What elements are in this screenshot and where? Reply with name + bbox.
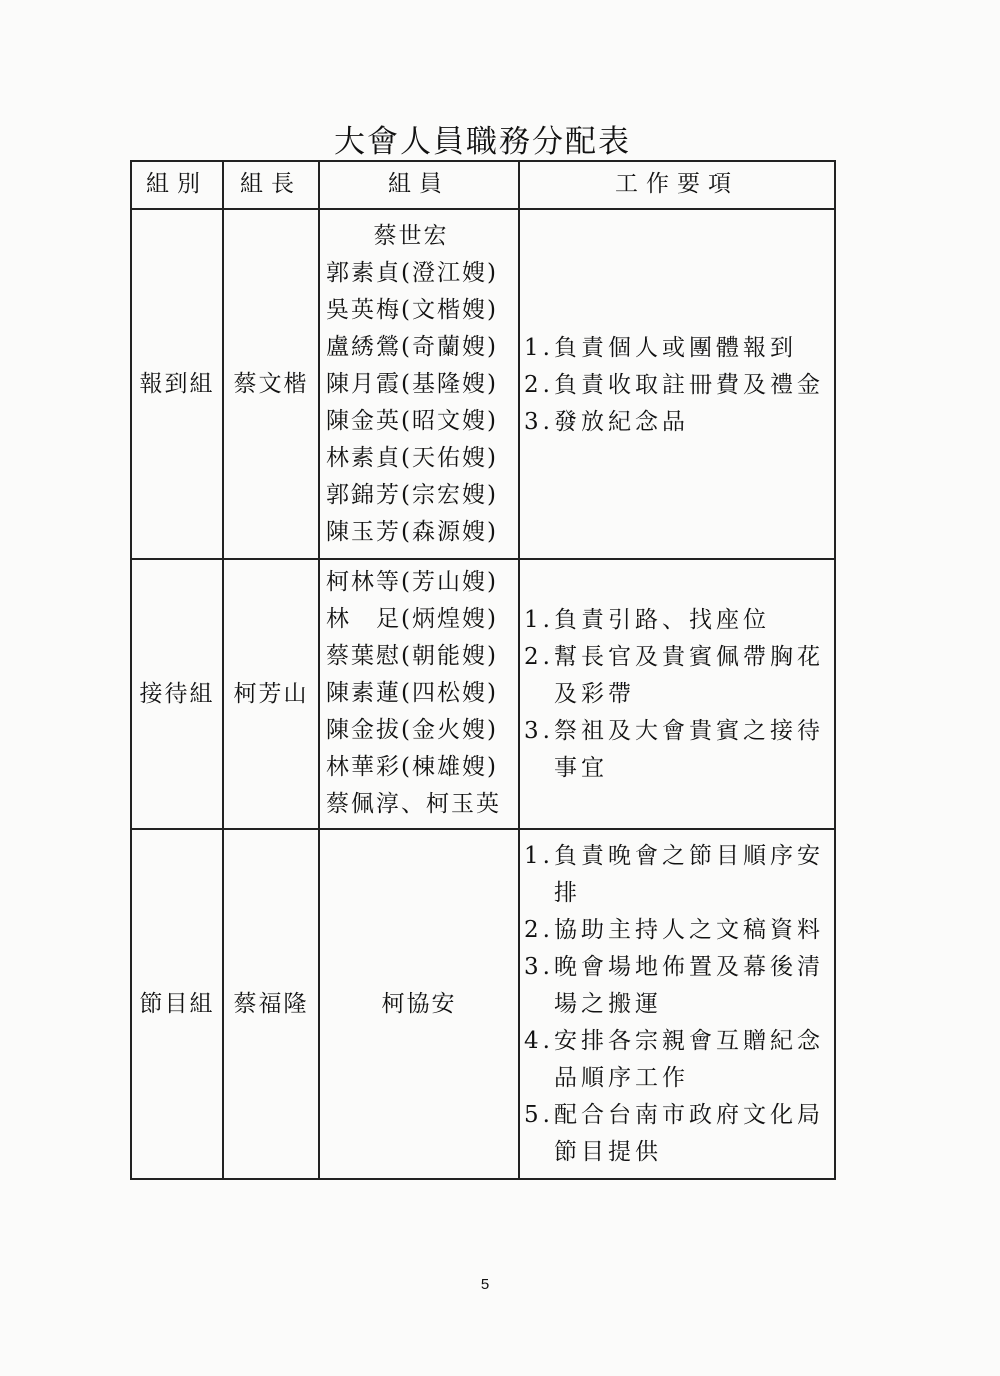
row-divider [130, 828, 836, 830]
task-item: 3.發放紀念品 [524, 409, 689, 435]
member-name: 陳素蓮(四松嫂) [326, 680, 498, 706]
member-name: 吳英梅(文楷嫂) [326, 297, 498, 323]
task-item-continued: 品順序工作 [554, 1065, 689, 1091]
task-item: 5.配合台南市政府文化局 [524, 1102, 824, 1128]
page-number: 5 [480, 1276, 490, 1293]
member-name: 蔡世宏 [373, 223, 449, 249]
member-name: 蔡佩淳、柯玉英 [326, 791, 501, 817]
task-item-continued: 及彩帶 [554, 681, 635, 707]
member-name: 陳玉芳(森源嫂) [326, 519, 498, 545]
row1-tasks [524, 330, 834, 441]
task-item: 1.負責個人或團體報到 [524, 335, 797, 361]
row1-group: 報到組 [139, 371, 215, 397]
task-item: 2.負責收取註冊費及禮金 [524, 372, 824, 398]
task-item: 2.協助主持人之文稿資料 [524, 917, 824, 943]
header-tasks: 工作要項 [615, 171, 739, 197]
task-item: 4.安排各宗親會互贈紀念 [524, 1028, 824, 1054]
member-name: 盧綉鶯(奇蘭嫂) [326, 334, 498, 360]
header-members: 組員 [388, 171, 450, 197]
row-divider [130, 558, 836, 560]
task-item-continued: 節目提供 [554, 1139, 662, 1165]
member-name: 陳金英(昭文嫂) [326, 408, 498, 434]
row3-tasks [524, 838, 834, 1171]
member-name: 陳月霞(基隆嫂) [326, 371, 498, 397]
row2-group: 接待組 [139, 681, 215, 707]
duty-assignment-table [130, 160, 836, 1180]
member-name: 郭錦芳(宗宏嫂) [326, 482, 498, 508]
table-border-left [130, 160, 132, 1180]
header-group: 組別 [146, 171, 208, 197]
page-title: 大會人員職務分配表 [334, 124, 631, 160]
task-item-continued: 事宜 [554, 755, 608, 781]
member-name: 柯林等(芳山嫂) [326, 569, 498, 595]
header-divider [130, 208, 836, 210]
task-item: 2.幫長官及貴賓佩帶胸花 [524, 644, 824, 670]
row2-leader: 柯芳山 [233, 681, 309, 707]
table-border-bottom [130, 1178, 836, 1180]
column-divider [222, 160, 224, 1180]
row3-group: 節目組 [139, 991, 215, 1017]
task-item-continued: 場之搬運 [554, 991, 662, 1017]
member-name: 林 足(炳煌嫂) [326, 606, 498, 632]
row1-leader: 蔡文楷 [233, 371, 309, 397]
task-item: 1.負責引路、找座位 [524, 607, 770, 633]
table-border-top [130, 160, 836, 162]
member-name: 林素貞(天佑嫂) [326, 445, 498, 471]
member-name: 陳金拔(金火嫂) [326, 717, 498, 743]
column-divider [318, 160, 320, 1180]
task-item: 3.祭祖及大會貴賓之接待 [524, 718, 824, 744]
table-border-right [834, 160, 836, 1180]
member-name: 郭素貞(澄江嫂) [326, 260, 498, 286]
row2-tasks [524, 602, 834, 787]
member-name: 蔡葉慰(朝能嫂) [326, 643, 498, 669]
task-item: 3.晚會場地佈置及幕後清 [524, 954, 824, 980]
row2-members [326, 564, 518, 823]
task-item-continued: 排 [554, 880, 581, 906]
member-name: 林華彩(棟雄嫂) [326, 754, 498, 780]
header-leader: 組長 [240, 171, 302, 197]
column-divider [518, 160, 520, 1180]
row1-members [326, 218, 518, 551]
row3-leader: 蔡福隆 [233, 991, 309, 1017]
row3-members: 柯協安 [381, 991, 457, 1017]
task-item: 1.負責晚會之節目順序安 [524, 843, 824, 869]
